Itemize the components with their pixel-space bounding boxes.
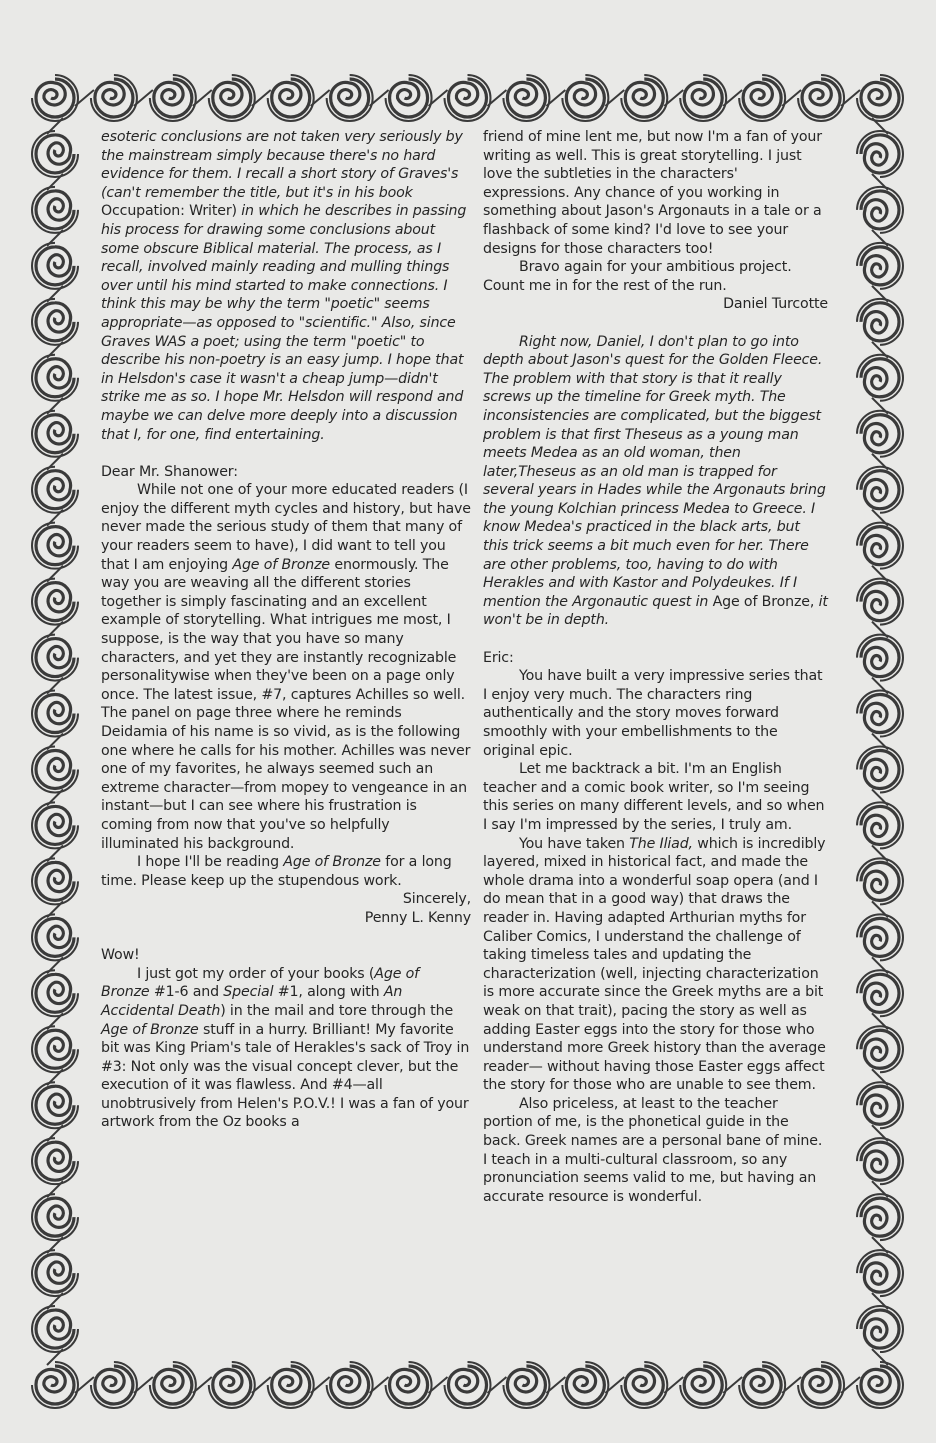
spiral-connector: [841, 90, 860, 106]
text: #1, along with: [273, 984, 384, 1001]
spiral-connector: [723, 1377, 742, 1393]
spiral-connector: [47, 789, 63, 805]
spiral-connector: [47, 454, 63, 470]
letter-continuation: friend of mine lent me, but now I'm a fan of your writing as well. This is great storytelling. I just love the subtleties in the characters' expressions. Any chance of you working in something about Jason's Argonauts in a tale or a flashback of some kind? I'd love to see your designs for those characters too!: [483, 129, 822, 257]
spiral-ornament: [150, 1362, 196, 1408]
spiral-connector: [252, 90, 271, 106]
spiral-connector: [47, 622, 63, 638]
left-column: [101, 128, 471, 1132]
spiral-connector: [872, 678, 888, 694]
spiral-ornament: [857, 1138, 903, 1184]
spiral-connector: [47, 398, 63, 414]
spiral-ornament: [857, 858, 903, 904]
spiral-connector: [47, 1181, 63, 1197]
letter-paragraph: Let me backtrack a bit. I'm an English teacher and a comic book writer, so I'm seeing this series on many different levels, and so when I say I'm impressed by the series, I truly am.: [483, 761, 825, 833]
spiral-connector: [872, 510, 888, 526]
spiral-ornament: [798, 75, 844, 121]
spiral-ornament: [857, 802, 903, 848]
spiral-ornament: [32, 411, 78, 457]
spiral-connector: [47, 1013, 63, 1029]
spiral-connector: [782, 1377, 801, 1393]
signature: Penny L. Kenny: [364, 909, 471, 926]
spiral-connector: [872, 454, 888, 470]
spiral-ornament: [91, 1362, 137, 1408]
border-top: [32, 75, 903, 121]
spiral-connector: [193, 1377, 212, 1393]
spiral-connector: [488, 90, 507, 106]
spiral-ornament: [32, 858, 78, 904]
title-ref: An Accidental Death: [101, 984, 403, 1019]
spiral-ornament: [445, 1362, 491, 1408]
spiral-connector: [47, 174, 63, 190]
spiral-ornament: [327, 75, 373, 121]
spiral-connector: [546, 90, 565, 106]
spiral-connector: [872, 1293, 888, 1309]
spiral-ornament: [680, 1362, 726, 1408]
text: ) in the mail and tore through the: [220, 1002, 454, 1019]
letter-paragraph: [101, 965, 471, 1132]
spiral-ornament: [857, 635, 903, 681]
spiral-ornament: [209, 1362, 255, 1408]
spiral-ornament: [32, 131, 78, 177]
spiral-ornament: [857, 746, 903, 792]
text: for a long time. Please keep up the stupendous work.: [101, 854, 452, 889]
spiral-ornament: [857, 243, 903, 289]
spiral-connector: [872, 1237, 888, 1253]
text: enormously. The way you are weaving all the different stories together is simply fascinating and an excellent example of storytelling. What intrigues me most, I suppose, is the way that you have so many characters, and yet they are instantly recognizable personalitywise when they've been on a page only once. The latest issue, #7, captures Achilles so well. The panel on page three where he reminds Deidamia of his name is so vivid, as is the following one where he calls for his mother. Achilles was never one of my favorites, he always seemed such an extreme character—from mopey to vengeance in an instant—but I can see where his frustration is coming from now that you've so helpfully illuminated his background.: [101, 556, 471, 852]
spiral-ornament: [680, 75, 726, 121]
spiral-connector: [664, 90, 683, 106]
spiral-ornament: [857, 355, 903, 401]
spiral-connector: [723, 90, 742, 106]
text: it won't be in depth.: [483, 593, 828, 629]
spiral-connector: [47, 118, 63, 134]
spiral-ornament: [857, 1026, 903, 1072]
spiral-connector: [47, 957, 63, 973]
spiral-ornament: [32, 1250, 78, 1296]
spiral-ornament: [857, 1082, 903, 1128]
spiral-ornament: [857, 1306, 903, 1352]
spiral-ornament: [32, 299, 78, 345]
right-column: [483, 128, 828, 1206]
spiral-ornament: [857, 75, 903, 121]
spiral-connector: [47, 678, 63, 694]
spiral-connector: [782, 90, 801, 106]
spiral-connector: [47, 1125, 63, 1141]
salutation: Dear Mr. Shanower:: [101, 463, 238, 480]
spiral-connector: [311, 90, 330, 106]
spiral-ornament: [562, 1362, 608, 1408]
spiral-connector: [872, 286, 888, 302]
continuation-text-2: in which he describes in passing his process for drawing some conclusions about some obscure Biblical material. The process, as I recall, involved mainly reading and mulling things over until his mind started to make connections. I think this may be why the term "poetic" seems appropriate—as opposed to "scientific." Also, since Graves WAS a poet; using the term "poetic" to describe his non-poetry is an easy jump. I hope that in Helsdon's case it wasn't a cheap jump—didn't strike me as so. I hope Mr. Helsdon will respond and maybe we can delve more deeply into a discussion that I, for one, find entertaining.: [101, 203, 467, 443]
spiral-ornament: [857, 131, 903, 177]
spiral-connector: [872, 789, 888, 805]
spiral-ornament: [857, 1250, 903, 1296]
spiral-ornament: [562, 75, 608, 121]
text: stuff in a hurry. Brilliant! My favorite bit was King Priam's tale of Herakles's sack of Troy in #3: Not only was the visual concept clever, but the execution of it was flawless. And #4—all unobtrusively from Helen's P.O.V.! I was a fan of your artwork from the Oz books a: [101, 1021, 470, 1131]
spiral-connector: [47, 286, 63, 302]
spiral-connector: [841, 1377, 860, 1393]
spiral-connector: [193, 90, 212, 106]
spiral-ornament: [857, 914, 903, 960]
spiral-ornament: [32, 1306, 78, 1352]
spiral-connector: [872, 118, 888, 134]
spiral-ornament: [32, 802, 78, 848]
spiral-connector: [47, 342, 63, 358]
spiral-ornament: [32, 523, 78, 569]
spiral-connector: [872, 1349, 888, 1365]
spiral-connector: [134, 90, 153, 106]
spiral-ornament: [268, 75, 314, 121]
salutation: Wow!: [101, 947, 140, 964]
spiral-ornament: [327, 1362, 373, 1408]
spiral-connector: [134, 1377, 153, 1393]
spiral-ornament: [32, 1082, 78, 1128]
spiral-connector: [47, 1069, 63, 1085]
spiral-connector: [370, 1377, 389, 1393]
signature: Daniel Turcotte: [723, 296, 828, 313]
spiral-connector: [429, 90, 448, 106]
letter-paragraph: [101, 481, 471, 853]
spiral-ornament: [150, 75, 196, 121]
spiral-connector: [872, 1013, 888, 1029]
spiral-connector: [872, 957, 888, 973]
spiral-ornament: [32, 746, 78, 792]
spiral-ornament: [32, 635, 78, 681]
editor-reply: [483, 333, 828, 631]
spiral-connector: [872, 1125, 888, 1141]
spiral-ornament: [857, 299, 903, 345]
spiral-ornament: [621, 75, 667, 121]
spiral-connector: [872, 174, 888, 190]
spiral-connector: [47, 230, 63, 246]
spiral-ornament: [857, 187, 903, 233]
text: I just got my order of your books (: [137, 965, 375, 982]
letter-paragraph: You have built a very impressive series that I enjoy very much. The characters ring authentically and the story moves forward smoothly with your embellishments to the original epic.: [483, 668, 823, 759]
spiral-ornament: [32, 1194, 78, 1240]
spiral-ornament: [857, 579, 903, 625]
spiral-ornament: [32, 75, 78, 121]
spiral-ornament: [32, 467, 78, 513]
spiral-connector: [872, 734, 888, 750]
text: You have taken: [519, 835, 630, 852]
spiral-ornament: [32, 579, 78, 625]
spiral-ornament: [32, 243, 78, 289]
spiral-ornament: [386, 1362, 432, 1408]
spiral-connector: [872, 342, 888, 358]
spiral-connector: [47, 1293, 63, 1309]
spiral-ornament: [857, 691, 903, 737]
spiral-ornament: [32, 970, 78, 1016]
spiral-ornament: [32, 1026, 78, 1072]
spiral-connector: [872, 622, 888, 638]
spiral-ornament: [209, 75, 255, 121]
spiral-connector: [872, 1069, 888, 1085]
text: which is incredibly layered, mixed in historical fact, and made the whole drama into a wonderful soap opera (and I do mean that in a good way) that draws the reader in. Having adapted Arthurian myths for Caliber Comics, I understand the challenge of taking timeless tales and updating the characterization (well, injecting characterization is more accurate since the Greek myths are a bit weak on that trait), pacing the story as well as adding Easter eggs into the story for those who understand more Greek history than the average reader— without having those Easter eggs affect the story for those who are unable to see them.: [483, 835, 826, 1094]
border-right: [857, 118, 903, 1365]
spiral-connector: [488, 1377, 507, 1393]
spiral-connector: [47, 510, 63, 526]
spiral-connector: [872, 1181, 888, 1197]
spiral-connector: [47, 566, 63, 582]
spiral-connector: [872, 566, 888, 582]
spiral-ornament: [798, 1362, 844, 1408]
letter-paragraph: Bravo again for your ambitious project. Count me in for the rest of the run.: [483, 259, 792, 294]
text: Right now, Daniel, I don't plan to go into depth about Jason's quest for the Golden Fleece. The problem with that story is that it really screws up the timeline for Greek myth. The inconsistencies are complicated, but the biggest problem is that first Theseus as a young man meets Medea as an old woman, then later,Theseus as an old man is trapped for several years in Hades while the Argonauts bring the young Kolchian princess Medea to Greece. I know Medea's practiced in the black arts, but this trick seems a bit much even for her. There are other problems, too, having to do with Herakles and with Kastor and Polydeukes. If I mention the Argonautic quest in: [483, 333, 826, 610]
spiral-connector: [75, 1377, 94, 1393]
spiral-ornament: [503, 1362, 549, 1408]
spiral-connector: [370, 90, 389, 106]
spiral-ornament: [32, 187, 78, 233]
spiral-connector: [872, 398, 888, 414]
spiral-ornament: [503, 75, 549, 121]
border-bottom: [32, 1362, 903, 1408]
spiral-connector: [47, 1349, 63, 1365]
border-left: [32, 118, 78, 1365]
salutation: Eric:: [483, 649, 514, 666]
spiral-ornament: [857, 1194, 903, 1240]
title-ref: Age of Bronze: [101, 965, 420, 1001]
spiral-ornament: [32, 914, 78, 960]
continuation-text: esoteric conclusions are not taken very seriously by the mainstream simply because there's no hard evidence for them. I recall a short story of Graves's (can't remember the title, but it's in his book: [101, 129, 463, 201]
spiral-connector: [605, 1377, 624, 1393]
spiral-connector: [47, 845, 63, 861]
spiral-ornament: [32, 1138, 78, 1184]
letter-paragraph: [101, 853, 471, 890]
spiral-connector: [872, 230, 888, 246]
spiral-connector: [872, 901, 888, 917]
text: I hope I'll be reading: [137, 854, 284, 871]
spiral-ornament: [91, 75, 137, 121]
spiral-connector: [75, 90, 94, 106]
spiral-ornament: [268, 1362, 314, 1408]
spiral-connector: [429, 1377, 448, 1393]
closing: Sincerely,: [402, 891, 471, 908]
title-ref: Age of Bronze: [232, 556, 330, 573]
spiral-ornament: [857, 970, 903, 1016]
letter-paragraph: [483, 835, 828, 1095]
letter-paragraph: Also priceless, at least to the teacher portion of me, is the phonetical guide in the back. Greek names are a personal bane of mine. I teach in a multi-cultural classroom, so any pronunciation seems valid to me, but having an accurate resource is wonderful.: [483, 1095, 823, 1205]
text: While not one of your more educated readers (I enjoy the different myth cycles and history, but have never made the serious study of them that many of your readers seem to have), I did want to tell you that I am enjoying: [101, 482, 471, 573]
title-ref: Age of Bronze,: [712, 593, 815, 610]
title-ref: The Iliad,: [629, 835, 693, 852]
spiral-ornament: [739, 75, 785, 121]
spiral-connector: [605, 90, 624, 106]
spiral-connector: [872, 845, 888, 861]
spiral-ornament: [857, 411, 903, 457]
book-title: Occupation: Writer): [101, 203, 237, 220]
spiral-connector: [47, 901, 63, 917]
spiral-connector: [664, 1377, 683, 1393]
spiral-ornament: [857, 1362, 903, 1408]
spiral-ornament: [739, 1362, 785, 1408]
letter-continuation: [101, 128, 471, 444]
spiral-connector: [546, 1377, 565, 1393]
spiral-ornament: [857, 523, 903, 569]
title-ref: Age of Bronze: [283, 854, 381, 871]
spiral-connector: [47, 1237, 63, 1253]
spiral-ornament: [32, 1362, 78, 1408]
spiral-ornament: [386, 75, 432, 121]
spiral-connector: [311, 1377, 330, 1393]
spiral-ornament: [857, 467, 903, 513]
spiral-ornament: [32, 691, 78, 737]
spiral-ornament: [32, 355, 78, 401]
title-ref: Special: [223, 984, 274, 1001]
title-ref: Age of Bronze: [101, 1021, 199, 1038]
spiral-connector: [252, 1377, 271, 1393]
text: #1-6 and: [149, 984, 224, 1001]
spiral-ornament: [445, 75, 491, 121]
spiral-connector: [47, 734, 63, 750]
spiral-ornament: [621, 1362, 667, 1408]
